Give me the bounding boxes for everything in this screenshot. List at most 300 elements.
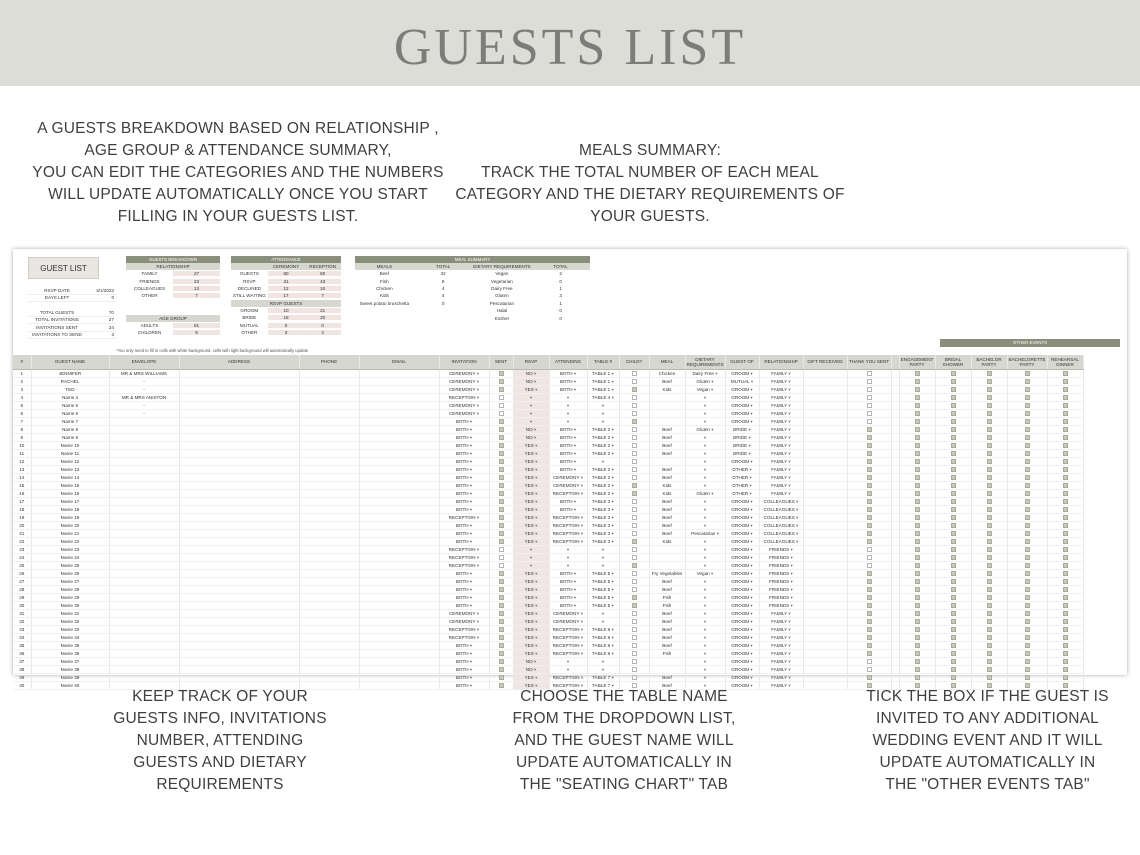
email-cell[interactable] (359, 641, 439, 649)
checkbox[interactable] (951, 483, 956, 488)
guest-name-cell[interactable]: Name 34 (31, 633, 109, 641)
checkbox[interactable] (915, 539, 920, 544)
event-cell[interactable] (971, 449, 1007, 457)
dropdown-cell[interactable] (759, 641, 803, 649)
checkbox[interactable] (987, 571, 992, 576)
email-cell[interactable] (359, 449, 439, 457)
dropdown-cell[interactable] (587, 425, 619, 433)
sent-cell[interactable] (489, 529, 513, 537)
checkbox[interactable] (499, 435, 504, 440)
event-cell[interactable] (1047, 441, 1083, 449)
checkbox[interactable] (1063, 531, 1068, 536)
checkbox[interactable] (915, 579, 920, 584)
event-cell[interactable] (971, 465, 1007, 473)
sent-cell[interactable] (489, 409, 513, 417)
thank-you-cell[interactable] (847, 457, 891, 465)
envelope-cell[interactable] (109, 433, 179, 441)
checkbox[interactable] (987, 411, 992, 416)
event-cell[interactable] (1007, 537, 1047, 545)
phone-cell[interactable] (299, 449, 359, 457)
dropdown-cell[interactable] (513, 513, 549, 521)
dropdown-cell[interactable] (513, 593, 549, 601)
dropdown-cell[interactable] (759, 393, 803, 401)
child-cell[interactable] (619, 393, 649, 401)
checkbox[interactable] (1063, 515, 1068, 520)
envelope-cell[interactable] (109, 489, 179, 497)
gift-cell[interactable] (803, 433, 847, 441)
checkbox[interactable] (867, 627, 872, 632)
guest-name-cell[interactable]: Name 31 (31, 609, 109, 617)
event-cell[interactable] (899, 665, 935, 673)
guest-name-cell[interactable]: Name 39 (31, 673, 109, 681)
event-cell[interactable] (1007, 441, 1047, 449)
dropdown-cell[interactable] (513, 625, 549, 633)
meal-cell[interactable]: Beef (649, 441, 685, 449)
event-cell[interactable] (1047, 369, 1083, 377)
thank-you-cell[interactable] (847, 441, 891, 449)
dropdown-cell[interactable] (685, 417, 725, 425)
checkbox[interactable] (499, 459, 504, 464)
checkbox[interactable] (1063, 459, 1068, 464)
thank-you-cell[interactable] (847, 497, 891, 505)
gift-cell[interactable] (803, 577, 847, 585)
event-cell[interactable] (971, 561, 1007, 569)
gift-cell[interactable] (803, 377, 847, 385)
dropdown-cell[interactable] (587, 601, 619, 609)
dropdown-cell[interactable] (439, 609, 489, 617)
checkbox[interactable] (915, 659, 920, 664)
checkbox[interactable] (499, 411, 504, 416)
checkbox[interactable] (951, 563, 956, 568)
dropdown-cell[interactable] (587, 609, 619, 617)
checkbox[interactable] (867, 571, 872, 576)
dropdown-cell[interactable] (439, 569, 489, 577)
event-cell[interactable] (1007, 577, 1047, 585)
address-cell[interactable] (179, 649, 299, 657)
guest-name-cell[interactable]: Name 36 (31, 649, 109, 657)
address-cell[interactable] (179, 569, 299, 577)
dropdown-cell[interactable] (587, 521, 619, 529)
thank-you-cell[interactable] (847, 561, 891, 569)
guest-name-cell[interactable]: Name 35 (31, 641, 109, 649)
phone-cell[interactable] (299, 513, 359, 521)
dropdown-cell[interactable] (513, 665, 549, 673)
event-cell[interactable] (1047, 609, 1083, 617)
gift-cell[interactable] (803, 457, 847, 465)
event-cell[interactable] (1007, 649, 1047, 657)
event-cell[interactable] (1047, 393, 1083, 401)
event-cell[interactable] (935, 521, 971, 529)
dropdown-cell[interactable] (439, 401, 489, 409)
event-cell[interactable] (971, 377, 1007, 385)
checkbox[interactable] (867, 595, 872, 600)
event-cell[interactable] (1007, 665, 1047, 673)
event-cell[interactable] (971, 369, 1007, 377)
checkbox[interactable] (1063, 475, 1068, 480)
dropdown-cell[interactable] (549, 673, 587, 681)
envelope-cell[interactable]: - (109, 377, 179, 385)
event-cell[interactable] (899, 625, 935, 633)
child-cell[interactable] (619, 665, 649, 673)
checkbox[interactable] (1025, 619, 1030, 624)
phone-cell[interactable] (299, 529, 359, 537)
event-cell[interactable] (1007, 593, 1047, 601)
envelope-cell[interactable] (109, 553, 179, 561)
phone-cell[interactable] (299, 393, 359, 401)
envelope-cell[interactable] (109, 449, 179, 457)
meal-cell[interactable]: Kids (649, 481, 685, 489)
event-cell[interactable] (1047, 673, 1083, 681)
checkbox[interactable] (632, 627, 637, 632)
dropdown-cell[interactable] (439, 561, 489, 569)
dropdown-cell[interactable] (725, 529, 759, 537)
email-cell[interactable] (359, 553, 439, 561)
dropdown-cell[interactable] (759, 601, 803, 609)
child-cell[interactable] (619, 609, 649, 617)
dropdown-cell[interactable] (759, 665, 803, 673)
dropdown-cell[interactable] (685, 489, 725, 497)
gift-cell[interactable] (803, 665, 847, 673)
meal-cell[interactable]: Kids (649, 489, 685, 497)
child-cell[interactable] (619, 497, 649, 505)
event-cell[interactable] (935, 657, 971, 665)
dropdown-cell[interactable] (439, 513, 489, 521)
event-cell[interactable] (899, 473, 935, 481)
dropdown-cell[interactable] (439, 433, 489, 441)
checkbox[interactable] (951, 595, 956, 600)
dropdown-cell[interactable] (759, 497, 803, 505)
event-cell[interactable] (971, 641, 1007, 649)
checkbox[interactable] (499, 587, 504, 592)
event-cell[interactable] (971, 409, 1007, 417)
event-cell[interactable] (1007, 393, 1047, 401)
checkbox[interactable] (915, 443, 920, 448)
meal-cell[interactable]: Beef (649, 617, 685, 625)
event-cell[interactable] (971, 433, 1007, 441)
checkbox[interactable] (499, 595, 504, 600)
checkbox[interactable] (1025, 403, 1030, 408)
checkbox[interactable] (499, 483, 504, 488)
event-cell[interactable] (1047, 641, 1083, 649)
guest-name-cell[interactable]: Name 23 (31, 545, 109, 553)
checkbox[interactable] (1063, 451, 1068, 456)
gift-cell[interactable] (803, 441, 847, 449)
checkbox[interactable] (915, 459, 920, 464)
email-cell[interactable] (359, 465, 439, 473)
dropdown-cell[interactable] (549, 473, 587, 481)
gift-cell[interactable] (803, 417, 847, 425)
checkbox[interactable] (951, 443, 956, 448)
dropdown-cell[interactable] (549, 433, 587, 441)
dropdown-cell[interactable] (725, 537, 759, 545)
event-cell[interactable] (1047, 417, 1083, 425)
event-cell[interactable] (1047, 465, 1083, 473)
gift-cell[interactable] (803, 561, 847, 569)
child-cell[interactable] (619, 377, 649, 385)
dropdown-cell[interactable] (759, 561, 803, 569)
dropdown-cell[interactable] (725, 417, 759, 425)
checkbox[interactable] (632, 467, 637, 472)
address-cell[interactable] (179, 625, 299, 633)
dropdown-cell[interactable] (725, 617, 759, 625)
dropdown-cell[interactable] (513, 417, 549, 425)
guest-name-cell[interactable]: Name 19 (31, 513, 109, 521)
dropdown-cell[interactable] (549, 417, 587, 425)
checkbox[interactable] (951, 475, 956, 480)
event-cell[interactable] (1047, 545, 1083, 553)
event-cell[interactable] (935, 513, 971, 521)
dropdown-cell[interactable] (725, 457, 759, 465)
event-cell[interactable] (1007, 505, 1047, 513)
dropdown-cell[interactable] (513, 449, 549, 457)
meal-cell[interactable]: Beef (649, 609, 685, 617)
checkbox[interactable] (951, 635, 956, 640)
event-cell[interactable] (971, 417, 1007, 425)
dropdown-cell[interactable] (549, 465, 587, 473)
checkbox[interactable] (915, 483, 920, 488)
thank-you-cell[interactable] (847, 601, 891, 609)
dropdown-cell[interactable] (759, 569, 803, 577)
phone-cell[interactable] (299, 457, 359, 465)
phone-cell[interactable] (299, 545, 359, 553)
checkbox[interactable] (1025, 443, 1030, 448)
dropdown-cell[interactable] (685, 513, 725, 521)
dropdown-cell[interactable] (439, 657, 489, 665)
email-cell[interactable] (359, 369, 439, 377)
dropdown-cell[interactable] (587, 545, 619, 553)
envelope-cell[interactable] (109, 657, 179, 665)
checkbox[interactable] (867, 459, 872, 464)
meal-cell[interactable] (649, 401, 685, 409)
checkbox[interactable] (1063, 675, 1068, 680)
phone-cell[interactable] (299, 481, 359, 489)
event-cell[interactable] (935, 673, 971, 681)
checkbox[interactable] (951, 643, 956, 648)
checkbox[interactable] (1025, 499, 1030, 504)
checkbox[interactable] (987, 667, 992, 672)
child-cell[interactable] (619, 617, 649, 625)
dropdown-cell[interactable] (725, 433, 759, 441)
thank-you-cell[interactable] (847, 649, 891, 657)
child-cell[interactable] (619, 417, 649, 425)
event-cell[interactable] (1047, 529, 1083, 537)
dropdown-cell[interactable] (549, 649, 587, 657)
phone-cell[interactable] (299, 673, 359, 681)
checkbox[interactable] (867, 379, 872, 384)
checkbox[interactable] (632, 371, 637, 376)
checkbox[interactable] (987, 515, 992, 520)
checkbox[interactable] (1063, 443, 1068, 448)
dropdown-cell[interactable] (439, 385, 489, 393)
event-cell[interactable] (1007, 545, 1047, 553)
event-cell[interactable] (1007, 377, 1047, 385)
meal-cell[interactable]: Chicken (649, 369, 685, 377)
checkbox[interactable] (867, 523, 872, 528)
checkbox[interactable] (867, 411, 872, 416)
dropdown-cell[interactable] (549, 569, 587, 577)
event-cell[interactable] (1047, 617, 1083, 625)
thank-you-cell[interactable] (847, 665, 891, 673)
dropdown-cell[interactable] (587, 481, 619, 489)
checkbox[interactable] (632, 603, 637, 608)
checkbox[interactable] (1063, 467, 1068, 472)
event-cell[interactable] (935, 593, 971, 601)
checkbox[interactable] (951, 667, 956, 672)
event-cell[interactable] (971, 673, 1007, 681)
dropdown-cell[interactable] (513, 473, 549, 481)
dropdown-cell[interactable] (513, 649, 549, 657)
checkbox[interactable] (987, 635, 992, 640)
event-cell[interactable] (1007, 569, 1047, 577)
checkbox[interactable] (1025, 427, 1030, 432)
sent-cell[interactable] (489, 657, 513, 665)
checkbox[interactable] (1063, 587, 1068, 592)
meal-cell[interactable]: Beef (649, 577, 685, 585)
event-cell[interactable] (971, 625, 1007, 633)
event-cell[interactable] (1007, 673, 1047, 681)
checkbox[interactable] (987, 475, 992, 480)
checkbox[interactable] (499, 387, 504, 392)
thank-you-cell[interactable] (847, 641, 891, 649)
checkbox[interactable] (867, 419, 872, 424)
dropdown-cell[interactable] (549, 393, 587, 401)
email-cell[interactable] (359, 673, 439, 681)
child-cell[interactable] (619, 441, 649, 449)
checkbox[interactable] (1063, 579, 1068, 584)
dropdown-cell[interactable] (587, 673, 619, 681)
dropdown-cell[interactable] (439, 641, 489, 649)
sent-cell[interactable] (489, 433, 513, 441)
dropdown-cell[interactable] (685, 553, 725, 561)
phone-cell[interactable] (299, 585, 359, 593)
checkbox[interactable] (1063, 603, 1068, 608)
guest-name-cell[interactable]: Name 10 (31, 441, 109, 449)
checkbox[interactable] (1063, 507, 1068, 512)
event-cell[interactable] (1047, 633, 1083, 641)
dropdown-cell[interactable] (759, 409, 803, 417)
checkbox[interactable] (632, 507, 637, 512)
checkbox[interactable] (987, 643, 992, 648)
checkbox[interactable] (987, 595, 992, 600)
sent-cell[interactable] (489, 497, 513, 505)
event-cell[interactable] (971, 425, 1007, 433)
address-cell[interactable] (179, 377, 299, 385)
event-cell[interactable] (899, 529, 935, 537)
dropdown-cell[interactable] (725, 625, 759, 633)
event-cell[interactable] (1047, 577, 1083, 585)
dropdown-cell[interactable] (439, 417, 489, 425)
checkbox[interactable] (951, 651, 956, 656)
child-cell[interactable] (619, 537, 649, 545)
thank-you-cell[interactable] (847, 545, 891, 553)
email-cell[interactable] (359, 649, 439, 657)
dropdown-cell[interactable] (549, 385, 587, 393)
event-cell[interactable] (971, 441, 1007, 449)
dropdown-cell[interactable] (549, 369, 587, 377)
dropdown-cell[interactable] (685, 577, 725, 585)
checkbox[interactable] (951, 507, 956, 512)
checkbox[interactable] (987, 523, 992, 528)
checkbox[interactable] (867, 619, 872, 624)
checkbox[interactable] (867, 499, 872, 504)
gift-cell[interactable] (803, 393, 847, 401)
dropdown-cell[interactable] (549, 585, 587, 593)
dropdown-cell[interactable] (439, 537, 489, 545)
checkbox[interactable] (915, 619, 920, 624)
address-cell[interactable] (179, 665, 299, 673)
dropdown-cell[interactable] (549, 489, 587, 497)
sent-cell[interactable] (489, 553, 513, 561)
email-cell[interactable] (359, 393, 439, 401)
dropdown-cell[interactable] (685, 377, 725, 385)
event-cell[interactable] (899, 441, 935, 449)
child-cell[interactable] (619, 513, 649, 521)
email-cell[interactable] (359, 529, 439, 537)
dropdown-cell[interactable] (685, 521, 725, 529)
event-cell[interactable] (935, 545, 971, 553)
checkbox[interactable] (915, 371, 920, 376)
envelope-cell[interactable] (109, 441, 179, 449)
checkbox[interactable] (1025, 459, 1030, 464)
thank-you-cell[interactable] (847, 537, 891, 545)
checkbox[interactable] (1063, 483, 1068, 488)
address-cell[interactable] (179, 561, 299, 569)
dropdown-cell[interactable] (549, 641, 587, 649)
event-cell[interactable] (971, 577, 1007, 585)
envelope-cell[interactable] (109, 457, 179, 465)
dropdown-cell[interactable] (549, 497, 587, 505)
dropdown-cell[interactable] (685, 569, 725, 577)
child-cell[interactable] (619, 481, 649, 489)
dropdown-cell[interactable] (725, 521, 759, 529)
event-cell[interactable] (935, 457, 971, 465)
dropdown-cell[interactable] (587, 369, 619, 377)
checkbox[interactable] (632, 427, 637, 432)
event-cell[interactable] (971, 593, 1007, 601)
envelope-cell[interactable] (109, 641, 179, 649)
dropdown-cell[interactable] (513, 465, 549, 473)
event-cell[interactable] (899, 393, 935, 401)
child-cell[interactable] (619, 409, 649, 417)
checkbox[interactable] (915, 571, 920, 576)
checkbox[interactable] (867, 611, 872, 616)
sent-cell[interactable] (489, 633, 513, 641)
dropdown-cell[interactable] (513, 401, 549, 409)
dropdown-cell[interactable] (549, 537, 587, 545)
checkbox[interactable] (987, 491, 992, 496)
dropdown-cell[interactable] (587, 409, 619, 417)
dropdown-cell[interactable] (685, 481, 725, 489)
event-cell[interactable] (899, 609, 935, 617)
meal-cell[interactable]: Kids (649, 385, 685, 393)
phone-cell[interactable] (299, 401, 359, 409)
sent-cell[interactable] (489, 545, 513, 553)
event-cell[interactable] (971, 393, 1007, 401)
sent-cell[interactable] (489, 401, 513, 409)
phone-cell[interactable] (299, 633, 359, 641)
thank-you-cell[interactable] (847, 417, 891, 425)
event-cell[interactable] (899, 633, 935, 641)
dropdown-cell[interactable] (513, 393, 549, 401)
event-cell[interactable] (971, 617, 1007, 625)
checkbox[interactable] (499, 443, 504, 448)
gift-cell[interactable] (803, 465, 847, 473)
thank-you-cell[interactable] (847, 505, 891, 513)
dropdown-cell[interactable] (725, 561, 759, 569)
dropdown-cell[interactable] (725, 465, 759, 473)
checkbox[interactable] (867, 515, 872, 520)
dropdown-cell[interactable] (685, 401, 725, 409)
